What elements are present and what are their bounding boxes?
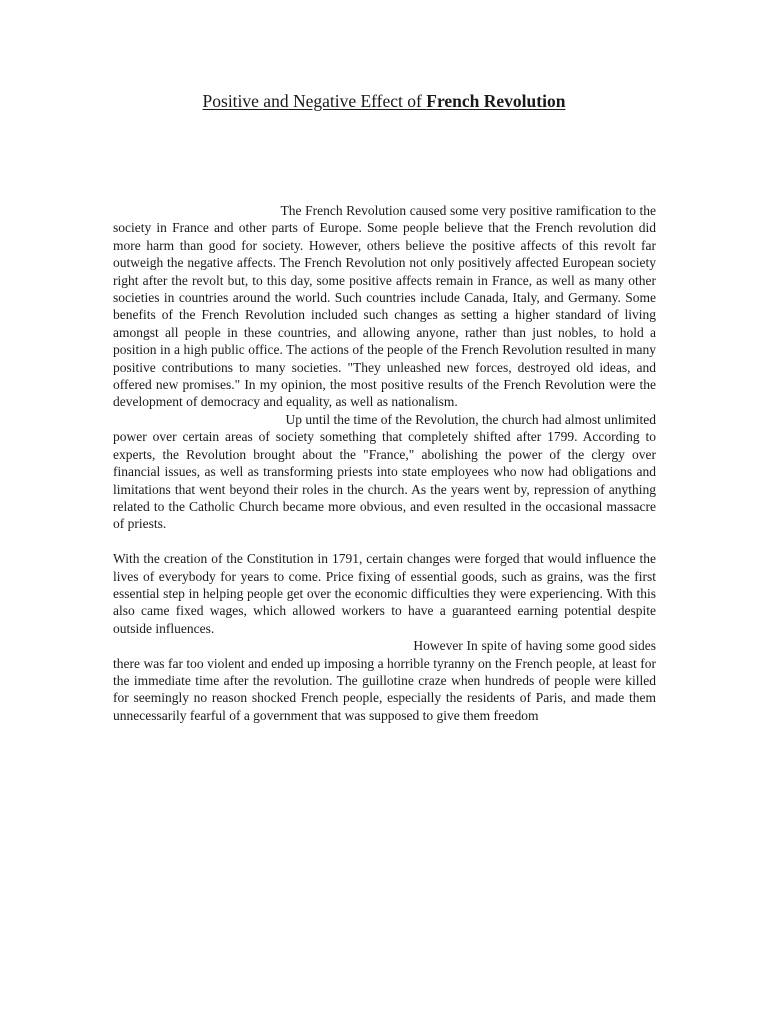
paragraph-3: With the creation of the Constitution in 1791, certain changes were forged that would influence the lives of everybody for years to come. Price fixing of essential goods, such as grains, was the first essential step in helping people get over the economic difficulties they were experiencing. With this also came fixed wages, which allowed workers to have a guaranteed earning potential despite outside influences. [113, 551, 660, 636]
document-body [113, 202, 660, 724]
title-plain: Positive and Negative Effect of [202, 91, 427, 111]
paragraph-1: The French Revolution caused some very positive ramification to the society in France and other parts of Europe. Some people believe that the French revolution did more harm than good for society. However, others believe the positive affects of this revolt far outweigh the negative affects. The French Revolution not only positively affected European society right after the revolt but, to this day, some positive affects remain in France, as well as many other societies in countries around the world. Such countries include Canada, Italy, and Germany. Some benefits of the French Revolution included such changes as setting a higher standard of living amongst all people in these countries, and allowing anyone, rather than just nobles, to hold a position in a high public office. The actions of the people of the French Revolution resulted in many positive contributions to many societies. "They unleashed new forces, destroyed old ideas, and offered new promises." In my opinion, the most positive results of the French Revolution were the development of democracy and equality, as well as nationalism. [113, 203, 660, 410]
paragraph-4: However In spite of having some good sides there was far too violent and ended up imposing a horrible tyranny on the French people, at least for the immediate time after the revolution. The guillotine craze when hundreds of people were killed for seemingly no reason shocked French people, especially the residents of Paris, and made them unnecessarily fearful of a government that was supposed to give them freedom [113, 638, 660, 723]
paragraph-2: Up until the time of the Revolution, the church had almost unlimited power over certain areas of society something that completely shifted after 1799. According to experts, the Revolution brought about the "France," abolishing the power of the clergy over financial issues, as well as transforming priests into state employees who now had obligations and limitations that went beyond their roles in the church. As the years went by, repression of anything related to the Catholic Church became more obvious, and even resulted in the occasional massacre of priests. [113, 411, 660, 532]
title-bold: French Revolution [426, 91, 566, 111]
document-title [0, 91, 768, 112]
